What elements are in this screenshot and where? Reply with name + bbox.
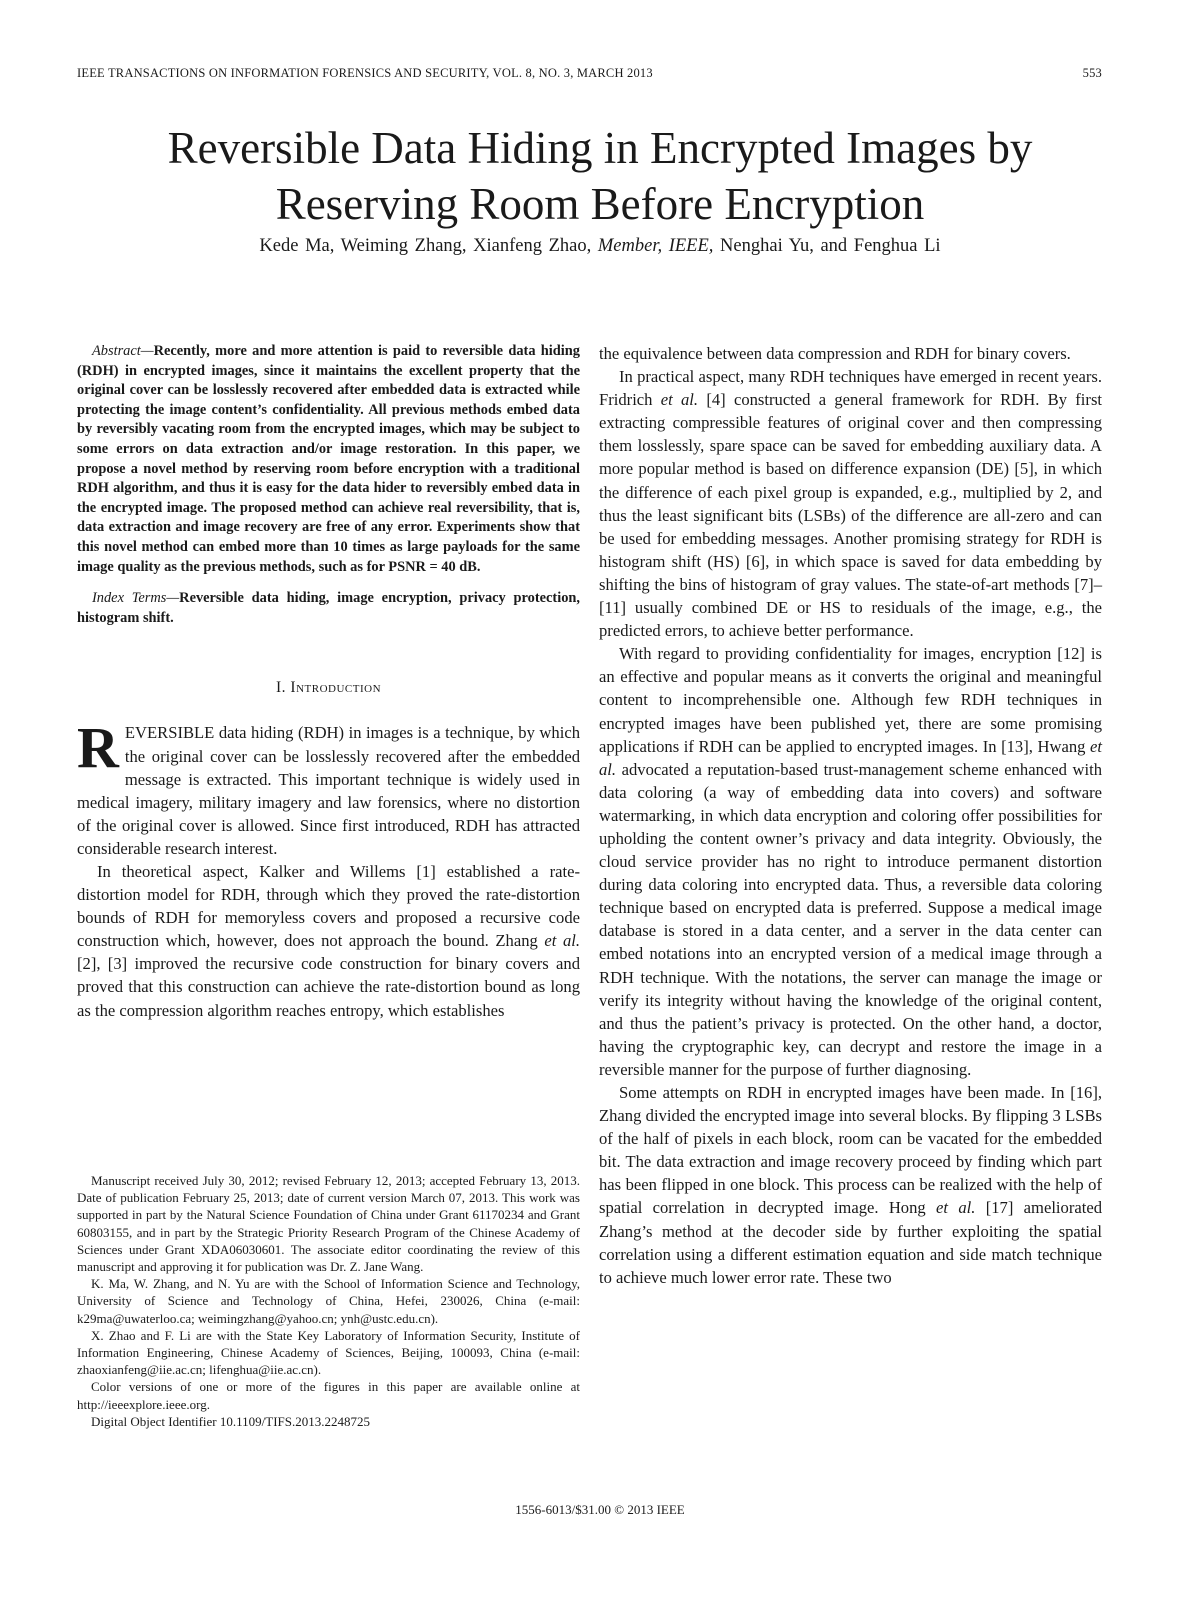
abstract-label: Abstract— xyxy=(92,343,154,359)
copyright-footer: 1556-6013/$31.00 © 2013 IEEE xyxy=(515,1502,685,1517)
section-heading xyxy=(77,676,580,699)
membership-note: Member, IEEE, xyxy=(597,236,714,256)
page-number: 553 xyxy=(1082,66,1102,80)
authors-before: Kede Ma, Weiming Zhang, Xianfeng Zhao, xyxy=(259,236,598,256)
footnote-color-versions: Color versions of one or more of the figures in this paper are available online at http://ieeexplore.ieee.org. xyxy=(77,1379,580,1412)
footnote-affiliation-1: K. Ma, W. Zhang, and N. Yu are with the School of Information Science and Technology, University of Science and Technology of China, Hefei, 230026, China (e-mail: k29ma@uwaterloo.ca; weimingzhang@yahoo.cn; ynh@ustc.edu.cn). xyxy=(77,1276,580,1326)
title-line-1: Reversible Data Hiding in Encrypted Images by xyxy=(167,123,1033,173)
paragraph-confidentiality xyxy=(599,642,1102,1081)
footnote-affiliation-2: X. Zhao and F. Li are with the State Key Laboratory of Information Security, Institute of Information Engineering, Chinese Academy of Sciences, Beijing, 100093, China (e-mail: zhaoxianfeng@iie.ac.cn; lifenghua@iie.ac.cn). xyxy=(77,1327,580,1378)
footnote-manuscript: Manuscript received July 30, 2012; revised February 12, 2013; accepted February 13, 2013. Date of publication February 25, 2013; date of current version March 07, 2013. This work was supported in part by the Natural Science Foundation of China under Grant 61170234 and Grant 60803155, and in part by the Strategic Priority Research Program of the Chinese Academy of Sciences under Grant XDA06030601. The associate editor coordinating the review of this manuscript and approving it for publication was Dr. Z. Jane Wang. xyxy=(77,1173,580,1275)
footnote-doi: Digital Object Identifier 10.1109/TIFS.2013.2248725 xyxy=(91,1413,370,1429)
intro-paragraph-1 xyxy=(77,715,580,860)
paragraph-continued: the equivalence between data compression and RDH for binary covers. xyxy=(599,344,1071,363)
intro-paragraph-2 xyxy=(77,860,580,1022)
author-list xyxy=(60,236,1140,257)
paragraph-text: With regard to providing confidentiality for images, encryption [12] is an effective and popular means as it converts the original and meaningful content to incomprehensible one. Although few RDH techniques in encrypted images have been published yet, there are some promising applications if RDH can be applied to encrypted images. In [13], Hwang xyxy=(599,644,1102,756)
paragraph-text: In theoretical aspect, Kalker and Willems [1] established a rate-distortion model for RDH, through which they proved the rate-distortion bounds of RDH for memoryless covers and proposed a recursive code construction which, however, does not approach the bound. Zhang xyxy=(77,861,580,951)
index-terms xyxy=(77,589,580,628)
abstract-text: Recently, more and more attention is paid to reversible data hiding (RDH) in encrypted images, since it maintains the excellent property that the original cover can be losslessly recovered after embedded data is extracted while protecting the image content’s confidentiality. All previous methods embed data by reversibly vacating room from the encrypted images, which may be subject to some errors on data extraction and/or image restoration. In this paper, we propose a novel method by reserving room before encryption with a traditional RDH algorithm, and thus it is easy for the data hider to reversibly embed data in the encrypted image. The proposed method can achieve real reversibility, that is, data extraction and image recovery are free of any error. Experiments show that this novel method can embed more than 10 times as large payloads for the same image quality as the previous methods, such as for PSNR = 40 dB. xyxy=(77,343,580,575)
drop-cap: R xyxy=(77,715,119,781)
index-terms-text: Reversible data hiding, image encryption, privacy protection, histogram shift. xyxy=(77,590,580,626)
title-line-2: Reserving Room Before Encryption xyxy=(275,179,925,229)
paper-title xyxy=(60,120,1140,232)
et-al: et al. xyxy=(660,390,699,410)
section-number: I. xyxy=(275,679,291,697)
paragraph-attempts xyxy=(599,1081,1102,1289)
paragraph-text: Some attempts on RDH in encrypted images have been made. In [16], Zhang divided the encrypted image into several blocks. By flipping 3 LSBs of the half of pixels in each block, room can be vacated for the embedded bit. The data extraction and image recovery proceed by finding which part has been flipped in one block. This process can be realized with the help of spatial correlation in decrypted image. Hong xyxy=(599,1083,1102,1218)
running-header xyxy=(77,66,1102,81)
right-column xyxy=(599,342,1102,1289)
footnotes xyxy=(77,1172,580,1430)
abstract xyxy=(77,342,580,577)
et-al: et al. xyxy=(936,1198,976,1218)
paragraph-text: [2], [3] improved the recursive code construction for binary covers and proved that this construction can achieve the rate-distortion bound as long as the compression algorithm reaches entropy, which establishes xyxy=(77,954,580,1020)
intro-paragraph-1-text: EVERSIBLE data hiding (RDH) in images is a technique, by which the original cover can be losslessly recovered after the embedded message is extracted. This important technique is widely used in medical imagery, military imagery and law forensics, where no distortion of the original cover is allowed. Since first introduced, RDH has attracted considerable research interest. xyxy=(77,723,580,858)
index-terms-label: Index Terms— xyxy=(92,590,180,607)
paragraph-text: [17] ameliorated Zhang’s method at the decoder side by further exploiting the spatial correlation using a different estimation equation and side match technique to achieve much lower error rate. These two xyxy=(599,1198,1103,1287)
paragraph-text: advocated a reputation-based trust-management scheme enhanced with data coloring (a way of embedding data into covers) and software watermarking, in which data encryption and coloring offer possibilities for upholding the content owner’s privacy and data integrity. Obviously, the cloud service provider has no right to introduce permanent distortion during data coloring into encrypted data. Thus, a reversible data coloring technique based on encrypted data is preferred. Suppose a medical image database is stored in a data center, and a server in the data center can embed notations into an encrypted version of a medical image through a RDH technique. With the notations, the server can manage the image or verify its integrity without having the knowledge of the original content, and thus the patient’s privacy is protected. On the other hand, a doctor, having the cryptographic key, can decrypt and restore the image in a reversible manner for the purpose of further diagnosing. xyxy=(599,759,1102,1079)
paragraph-text: [4] constructed a general framework for RDH. By first extracting compressible features of original cover and then compressing them losslessly, spare space can be saved for embedding auxiliary data. A more popular method is based on difference expansion (DE) [5], in which the difference of each pixel group is expanded, e.g., multiplied by 2, and thus the least significant bits (LSBs) of the difference are all-zero and can be used for embedding messages. Another promising strategy for RDH is histogram shift (HS) [6], in which space is saved for data embedding by shifting the bins of histogram of gray values. The state-of-art methods [7]–[11] usually combined DE or HS to residuals of the image, e.g., the predicted errors, to achieve better performance. xyxy=(599,390,1103,641)
et-al: et al. xyxy=(544,931,580,951)
left-column xyxy=(77,342,580,1022)
section-title: Introduction xyxy=(290,679,382,697)
et-al: et al. xyxy=(599,736,1102,779)
paragraph-text: In practical aspect, many RDH techniques have emerged in recent years. Fridrich xyxy=(599,367,1102,410)
journal-name: IEEE TRANSACTIONS ON INFORMATION FORENSICS AND SECURITY, VOL. 8, NO. 3, MARCH 2013 xyxy=(77,66,653,80)
paragraph-practical-aspect xyxy=(599,365,1102,642)
authors-after: Nenghai Yu, and Fenghua Li xyxy=(713,236,941,256)
